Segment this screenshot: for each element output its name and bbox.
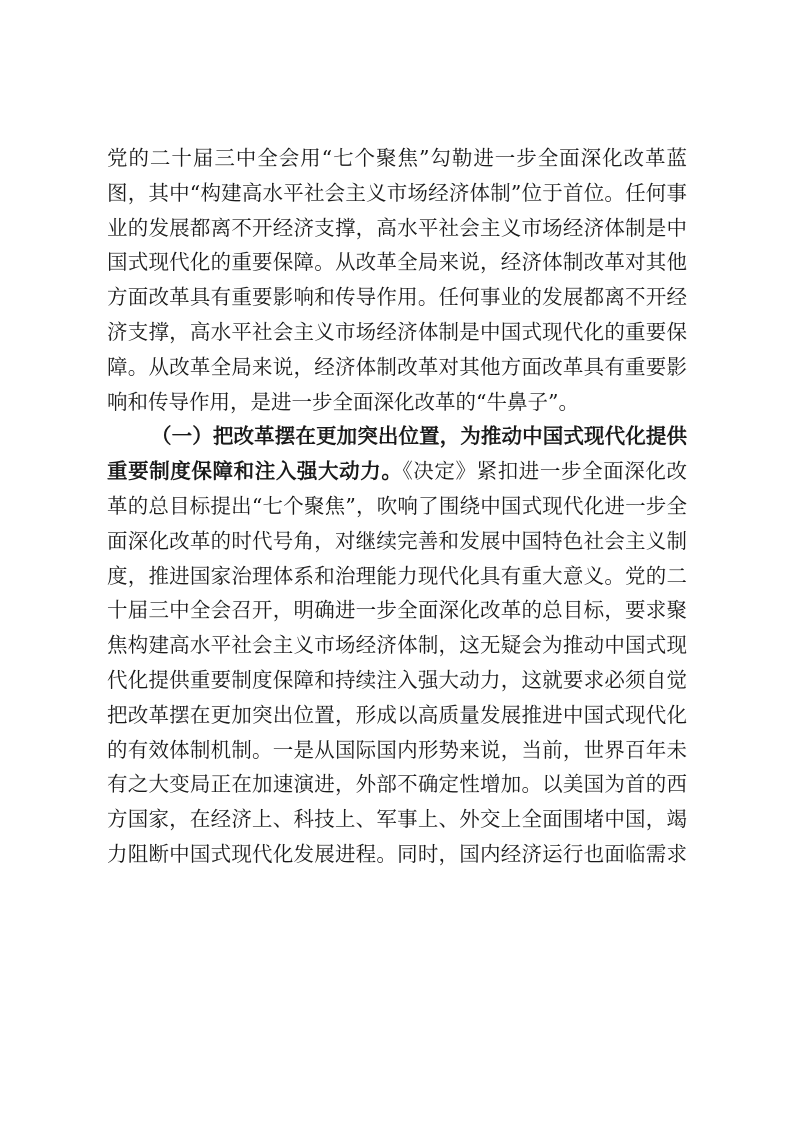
section-heading-end: 重要制度保障和注入强大动力。 [107, 459, 403, 484]
body-line: 图，其中“构建高水平社会主义市场经济体制”位于首位。任何事 [107, 180, 687, 205]
body-line: 把改革摆在更加突出位置，形成以高质量发展推进中国式现代化 [107, 702, 687, 727]
body-line: 十届三中全会召开，明确进一步全面深化改革的总目标，要求聚 [107, 598, 687, 623]
body-line: 有之大变局正在加速演进，外部不确定性增加。以美国为首的西 [107, 772, 687, 797]
body-line: 代化提供重要制度保障和持续注入强大动力，这就要求必须自觉 [107, 667, 687, 692]
body-line: 方国家，在经济上、科技上、军事上、外交上全面围堵中国，竭 [107, 807, 687, 832]
body-line: 业的发展都离不开经济支撑，高水平社会主义市场经济体制是中 [107, 215, 687, 240]
body-line: 障。从改革全局来说，经济体制改革对其他方面改革具有重要影 [107, 354, 687, 379]
body-line: 方面改革具有重要影响和传导作用。任何事业的发展都离不开经 [107, 285, 687, 310]
body-line: 的有效体制机制。一是从国际国内形势来说，当前，世界百年未 [107, 737, 687, 762]
body-line: 革的总目标提出“七个聚焦”，吹响了围绕中国式现代化进一步全 [107, 493, 687, 518]
body-line: 国式现代化的重要保障。从改革全局来说，经济体制改革对其他 [107, 250, 687, 275]
section-heading-continuation [107, 454, 687, 489]
body-line: 济支撑，高水平社会主义市场经济体制是中国式现代化的重要保 [107, 319, 687, 344]
body-line: 响和传导作用，是进一步全面深化改革的“牛鼻子”。 [107, 389, 579, 414]
section-heading-line: （一）把改革摆在更加突出位置，为推动中国式现代化提供 [151, 424, 687, 449]
body-line: 面深化改革的时代号角，对继续完善和发展中国特色社会主义制 [107, 528, 687, 553]
document-body [107, 141, 687, 872]
body-line: 党的二十届三中全会用“七个聚焦”勾勒进一步全面深化改革蓝 [107, 146, 687, 170]
body-text-segment: 《决定》紧扣进一步全面深化改 [402, 459, 688, 484]
body-line: 度，推进国家治理体系和治理能力现代化具有重大意义。党的二 [107, 563, 687, 588]
body-line: 力阻断中国式现代化发展进程。同时，国内经济运行也面临需求 [107, 841, 687, 866]
body-line: 焦构建高水平社会主义市场经济体制，这无疑会为推动中国式现 [107, 633, 687, 658]
